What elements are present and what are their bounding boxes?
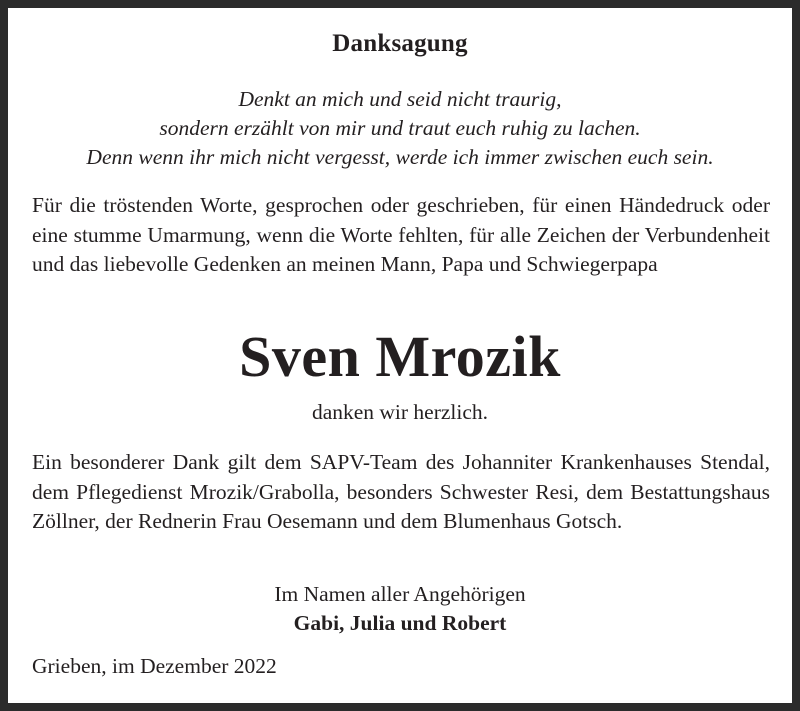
intro-paragraph: Für die tröstenden Worte, gesprochen oder geschrieben, für einen Händedruck oder eine stumme Umarmung, wenn die Worte fehlten, für alle Zeichen der Verbundenheit und das liebevolle Gedenken an meinen Mann, Papa und Schwiegerpapa bbox=[32, 193, 770, 276]
poem-line: sondern erzählt von mir und traut euch ruhig zu lachen. bbox=[159, 116, 641, 140]
poem-line: Denn wenn ihr mich nicht vergesst, werde ich immer zwischen euch sein. bbox=[86, 145, 714, 169]
on-behalf-line: Im Namen aller Angehörigen bbox=[274, 582, 526, 606]
thanks-line: danken wir herzlich. bbox=[311, 400, 489, 424]
signers-names: Gabi, Julia und Robert bbox=[293, 611, 507, 635]
deceased-name: Sven Mrozik bbox=[239, 324, 561, 389]
notice-heading: Danksagung bbox=[332, 30, 468, 57]
special-thanks-paragraph: Ein besonderer Dank gilt dem SAPV-Team des Johanniter Krankenhauses Stendal, dem Pflegedienst Mrozik/Grabolla, besonders Schwester Resi, dem Bestattungshaus Zöllner, der Rednerin Frau Oesemann und dem Blumenhaus Gotsch. bbox=[32, 450, 770, 533]
signature-block bbox=[8, 580, 792, 638]
place-date: Grieben, im Dezember 2022 bbox=[32, 654, 277, 678]
poem-line: Denkt an mich und seid nicht traurig, bbox=[238, 87, 562, 111]
poem-verse bbox=[8, 85, 792, 172]
